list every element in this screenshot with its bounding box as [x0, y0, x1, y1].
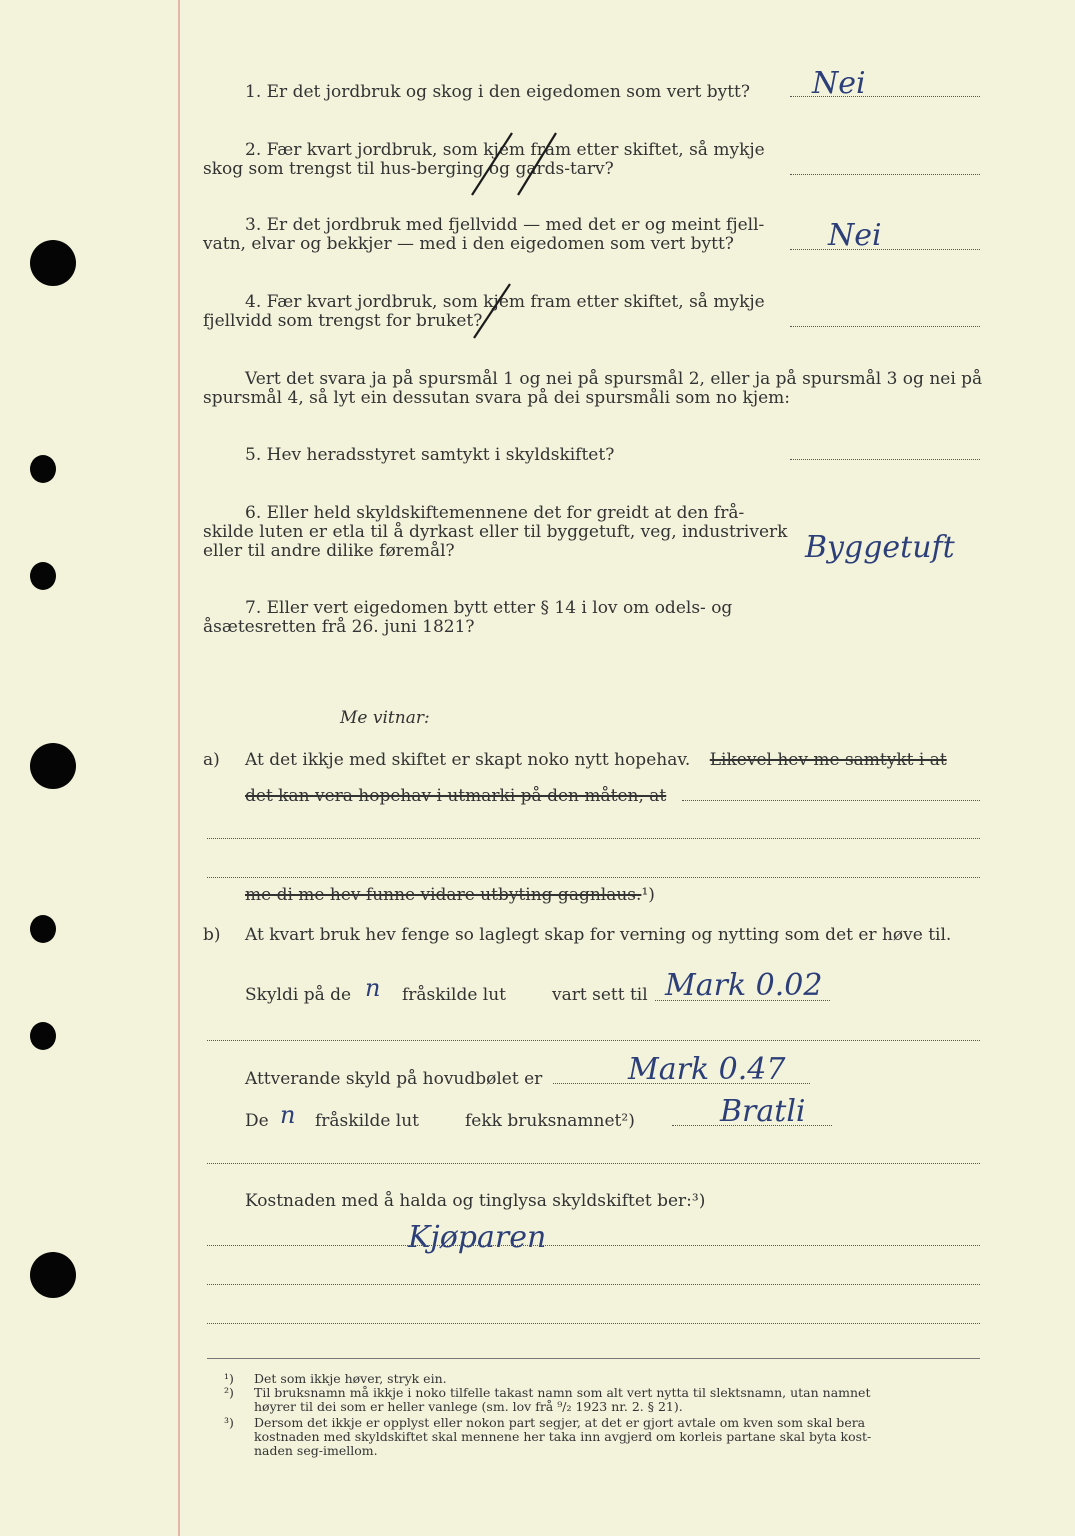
skyldi-handwritten-n: n [365, 974, 381, 1002]
blank-line [682, 800, 980, 801]
bruksnamn-text: fekk bruksnamnet [465, 1111, 622, 1131]
punch-hole [30, 562, 56, 590]
question-4-line-1: 4. Fær kvart jordbruk, som kjem fram etter skiftet, så mykje [245, 292, 765, 312]
kostnad-label [245, 1191, 705, 1211]
answer-line [790, 249, 980, 250]
question-5: 5. Hev heradsstyret samtykt i skyldskiftet? [245, 445, 615, 465]
punch-hole [30, 1252, 76, 1298]
blank-line [207, 1040, 980, 1041]
skyldi-label: Skyldi på de [245, 985, 352, 1005]
question-6-line-3: eller til andre dilike føremål? [203, 541, 455, 561]
footnote-ref-3: ³) [691, 1191, 706, 1211]
punch-hole [30, 455, 56, 483]
kostnad-value: Kjøparen [408, 1220, 547, 1255]
item-a-kept: At det ikkje med skiftet er skapt noko nytt hopehav. [245, 750, 691, 770]
question-7-line-2: åsætesretten frå 26. juni 1821? [203, 617, 475, 637]
blank-line [207, 1163, 980, 1164]
question-3-line-2: vatn, elvar og bekkjer — med i den eigedomen som vert bytt? [203, 234, 734, 254]
item-a-marker: a) [203, 750, 220, 770]
question-1: 1. Er det jordbruk og skog i den eigedomen som vert bytt? [245, 82, 750, 102]
instruction-line-2: spursmål 4, så lyt ein dessutan svara på dei spursmåli som no kjem: [203, 388, 790, 408]
question-6-line-2: skilde luten er etla til å dyrkast eller til byggetuft, veg, industriverk [203, 522, 788, 542]
item-a-struck: Likevel hev me samtykt i at [709, 750, 947, 770]
blank-line [207, 877, 980, 878]
skyldi-value: Mark 0.02 [665, 968, 823, 1003]
blank-line [207, 1284, 980, 1285]
skyldi-label-2: fråskilde lut [402, 985, 507, 1005]
footnote-ref-2: ²) [621, 1111, 635, 1131]
footnote-1: Det som ikkje høver, stryk ein. [254, 1371, 447, 1386]
bruksnamn-label [465, 1111, 635, 1131]
answer-line [790, 174, 980, 175]
footnote-1-marker: ¹) [224, 1371, 234, 1386]
blank-line [207, 1323, 980, 1324]
footnote-3-line-1: Dersom det ikkje er opplyst eller nokon part segjer, at det er gjort avtale om kven som skal bera [254, 1415, 866, 1430]
item-a-struck-line-2: det kan vera hopehav i utmarki på den måten, at [245, 786, 667, 806]
margin-rule [178, 0, 180, 1536]
item-b-text: At kvart bruk hev fenge so laglegt skap for verning og nytting som det er høve til. [245, 925, 952, 945]
item-a-text [245, 750, 947, 770]
handwritten-answer-1: Nei [812, 66, 866, 101]
question-3-line-1: 3. Er det jordbruk med fjellvidd — med det er og meint fjell- [245, 215, 765, 235]
footnote-3-line-3: naden seg-imellom. [254, 1443, 378, 1458]
item-b-marker: b) [203, 925, 221, 945]
attverande-label: Attverande skyld på hovudbølet er [245, 1069, 543, 1089]
footnote-2-line-2: høyrer til dei som er heller vanlege (sm. lov frå ⁹/₂ 1923 nr. 2. § 21). [254, 1399, 683, 1414]
answer-line [790, 326, 980, 327]
question-2-line-1: 2. Fær kvart jordbruk, som kjem fram etter skiftet, så mykje [245, 140, 765, 160]
footnote-2-marker: ²) [224, 1385, 234, 1400]
question-6-line-1: 6. Eller held skyldskiftemennene det for greidt at den frå- [245, 503, 745, 523]
question-4-line-2: fjellvidd som trengst for bruket? [203, 311, 483, 331]
attverande-value: Mark 0.47 [628, 1052, 786, 1087]
bruksnamn-value: Bratli [720, 1094, 806, 1129]
punch-hole [30, 1022, 56, 1050]
item-a-struck-end [245, 885, 655, 905]
blank-line [207, 838, 980, 839]
punch-hole [30, 915, 56, 943]
de-handwritten-n: n [280, 1101, 296, 1129]
kostnad-text: Kostnaden med å halda og tinglysa skyldskiftet ber: [245, 1191, 692, 1211]
punch-hole [30, 743, 76, 789]
de-label: De [245, 1111, 269, 1131]
handwritten-answer-6: Byggetuft [805, 530, 955, 565]
strike-mark [470, 130, 560, 200]
footnote-3-marker: ³) [224, 1415, 234, 1430]
question-7-line-1: 7. Eller vert eigedomen bytt etter § 14 i lov om odels- og [245, 598, 733, 618]
strike-mark [470, 282, 530, 342]
blank-line [207, 1245, 980, 1246]
footnote-ref-1: ¹) [641, 885, 655, 905]
handwritten-answer-3: Nei [828, 218, 882, 253]
answer-line [790, 459, 980, 460]
skyldi-label-3: vart sett til [552, 985, 648, 1005]
punch-hole [30, 240, 76, 286]
footnote-2-line-1: Til bruksnamn må ikkje i noko tilfelle takast namn som alt vert nytta til slektsnamn, utan namnet [254, 1385, 871, 1400]
struck-end-text: me di me hev funne vidare utbyting gagnlaus. [245, 885, 642, 905]
question-2-line-2: skog som trengst til hus-berging og gards-tarv? [203, 159, 614, 179]
footnote-3-line-2: kostnaden med skyldskiftet skal mennene her taka inn avgjerd om korleis partane skal byta kost- [254, 1429, 872, 1444]
footnote-rule [207, 1358, 980, 1359]
instruction-line-1: Vert det svara ja på spursmål 1 og nei på spursmål 2, eller ja på spursmål 3 og nei på [245, 369, 983, 389]
witness-heading: Me vitnar: [340, 708, 430, 728]
fraskilde-label: fråskilde lut [315, 1111, 420, 1131]
